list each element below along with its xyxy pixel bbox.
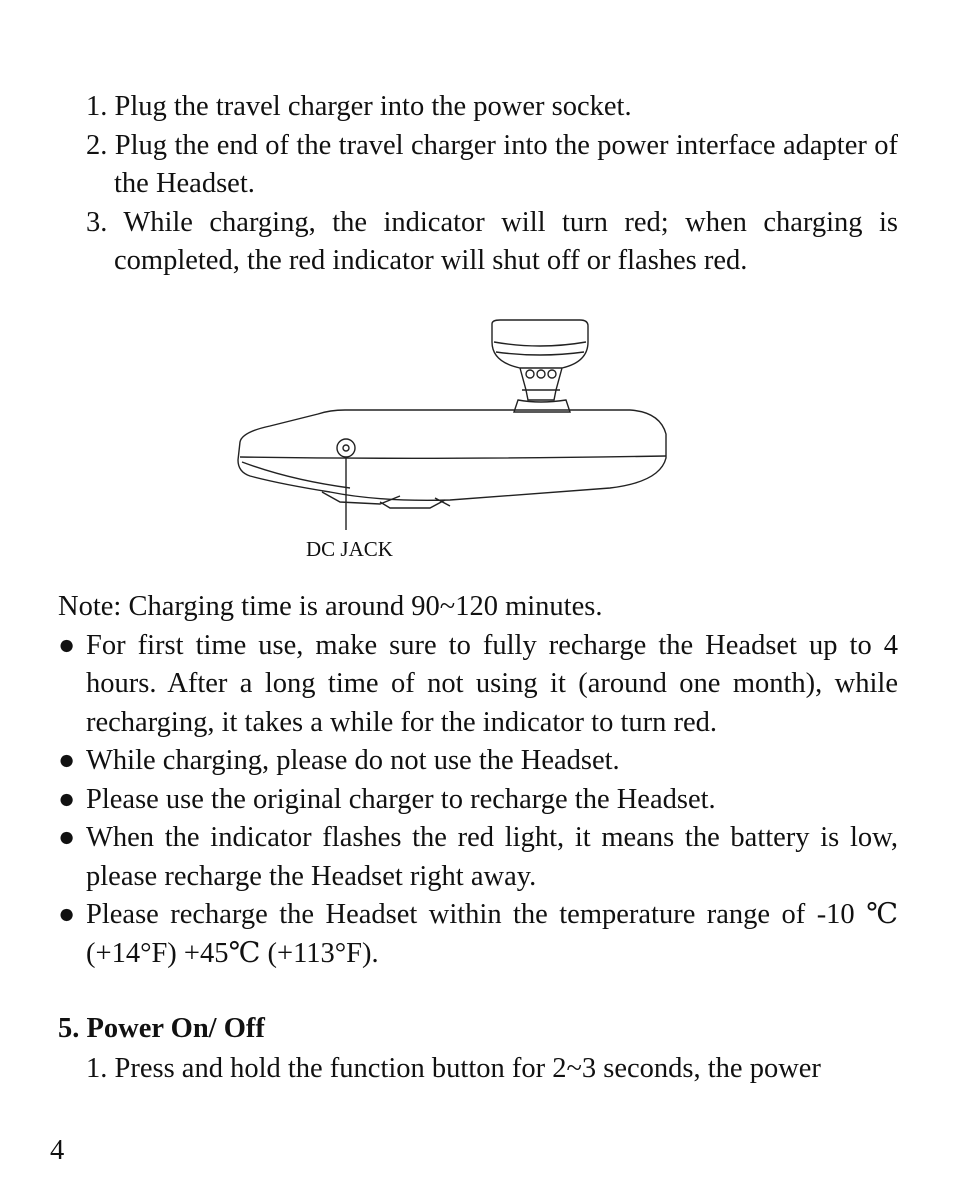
bullet-text: For first time use, make sure to fully recharge the Headset up to 4 hours. After a long time of not using it (around one month), while recharging, it takes a while for the indicator to turn red.	[86, 629, 898, 738]
bullet-temperature	[58, 896, 898, 973]
bullet-text: When the indicator flashes the red light, it means the battery is low, please recharge the Headset right away.	[86, 822, 898, 892]
bullet-text: Please recharge the Headset within the temperature range of -10 ℃ (+14°F) +45℃ (+113°F).	[86, 899, 898, 969]
bullet-icon: ●	[58, 745, 76, 776]
bullet-first-use	[58, 627, 898, 743]
dc-jack-port	[337, 439, 355, 457]
bullet-do-not-use	[58, 742, 898, 781]
page-number: 4	[50, 1135, 65, 1166]
bullet-low-battery	[58, 819, 898, 896]
bullet-icon: ●	[58, 822, 76, 853]
headset-illustration	[230, 312, 680, 572]
charging-step-1: 1. Plug the travel charger into the power socket.	[86, 91, 632, 122]
bullet-original-charger	[58, 781, 898, 820]
charging-notes	[58, 588, 898, 973]
charging-step-3: 3. While charging, the indicator will turn red; when charging is completed, the red indicator will shut off or flashes red.	[86, 206, 898, 276]
bullet-text: While charging, please do not use the Headset.	[86, 745, 620, 776]
dc-jack-label: DC JACK	[306, 537, 393, 561]
bullet-icon: ●	[58, 783, 76, 815]
bullet-text: Please use the original charger to recharge the Headset.	[86, 783, 716, 815]
headset-drawing	[230, 312, 680, 572]
power-step-1: 1. Press and hold the function button for 2~3 seconds, the power	[86, 1053, 821, 1084]
bullet-icon: ●	[58, 899, 76, 930]
charging-time-note: Note: Charging time is around 90~120 minutes.	[58, 591, 603, 622]
bullet-icon: ●	[58, 629, 76, 661]
headset-body	[238, 410, 666, 500]
charging-step-2: 2. Plug the end of the travel charger into the power interface adapter of the Headset.	[86, 129, 898, 199]
charging-steps-list	[86, 88, 898, 281]
section-title-power: 5. Power On/ Off	[58, 1013, 265, 1044]
